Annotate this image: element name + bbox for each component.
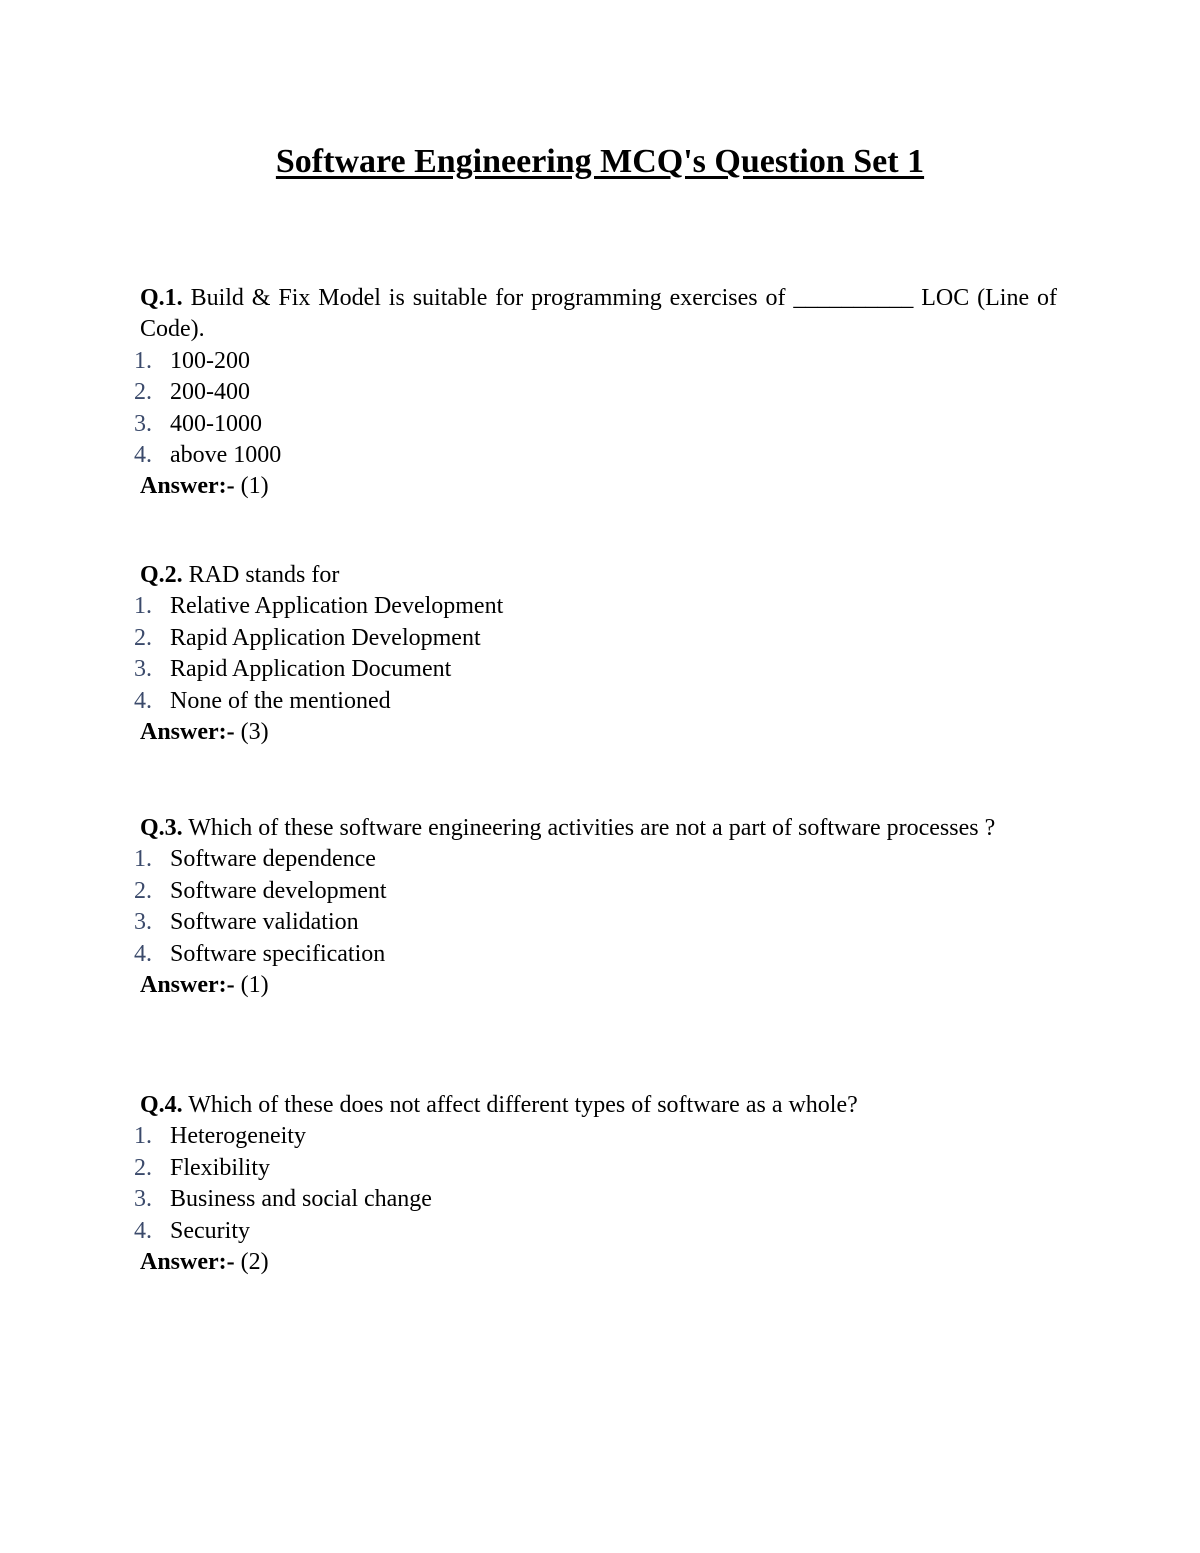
question-4 — [134, 1090, 1057, 1278]
option-text: above 1000 — [170, 442, 282, 469]
answer-value: (2) — [240, 1249, 269, 1276]
option-text: Software dependence — [170, 846, 376, 873]
option-text: 400-1000 — [170, 410, 262, 437]
option-number: 3. — [134, 410, 152, 437]
option-number: 3. — [134, 656, 152, 683]
option-number: 1. — [134, 347, 152, 374]
answer-line — [140, 1247, 1057, 1278]
option-item — [134, 346, 1057, 377]
page-title: Software Engineering MCQ's Question Set 1 — [275, 143, 925, 180]
answer-line — [140, 471, 1057, 502]
question-text: Which of these software engineering activities are not a part of software processes ? — [188, 815, 996, 841]
options-list — [134, 346, 1057, 472]
option-number: 4. — [134, 442, 152, 469]
option-text: 100-200 — [170, 347, 250, 374]
answer-value: (1) — [240, 473, 269, 500]
question-stem — [140, 813, 1057, 844]
question-3 — [134, 813, 1057, 1001]
answer-value: (3) — [240, 719, 269, 746]
option-item — [134, 654, 1057, 685]
option-text: Rapid Application Document — [170, 656, 452, 683]
option-number: 1. — [134, 1123, 152, 1150]
option-text: Security — [170, 1217, 250, 1244]
option-number: 1. — [134, 593, 152, 620]
options-list — [134, 591, 1057, 717]
option-item — [134, 440, 1057, 471]
question-number: Q.3. — [140, 815, 183, 841]
options-list — [134, 1121, 1057, 1247]
option-number: 4. — [134, 940, 152, 967]
answer-line — [140, 970, 1057, 1001]
option-item — [134, 409, 1057, 440]
option-item — [134, 876, 1057, 907]
option-text: Software specification — [170, 940, 386, 967]
option-text: Relative Application Development — [170, 593, 504, 620]
option-item — [134, 939, 1057, 970]
option-text: Software development — [170, 877, 387, 904]
answer-line — [140, 717, 1057, 748]
question-text: Build & Fix Model is suitable for programming exercises of __________ LOC (Line of Code). — [140, 285, 1058, 343]
question-number: Q.2. — [140, 562, 183, 588]
option-item — [134, 1184, 1057, 1215]
option-text: Heterogeneity — [170, 1123, 306, 1150]
option-text: Software validation — [170, 909, 359, 936]
option-number: 1. — [134, 846, 152, 873]
option-number: 4. — [134, 1217, 152, 1244]
option-text: None of the mentioned — [170, 687, 391, 714]
option-item — [134, 623, 1057, 654]
question-stem — [140, 560, 1057, 591]
option-number: 2. — [134, 877, 152, 904]
question-1 — [134, 283, 1058, 503]
option-text: Flexibility — [170, 1154, 271, 1181]
question-stem — [140, 1090, 1057, 1121]
option-item — [134, 377, 1057, 408]
option-number: 3. — [134, 1186, 152, 1213]
option-number: 2. — [134, 624, 152, 651]
option-number: 2. — [134, 379, 152, 406]
option-item — [134, 686, 1057, 717]
answer-label: Answer:- — [140, 473, 235, 500]
question-stem — [140, 283, 1057, 346]
option-number: 3. — [134, 909, 152, 936]
answer-label: Answer:- — [140, 972, 235, 999]
option-item — [134, 844, 1057, 875]
options-list — [134, 844, 1057, 970]
question-number: Q.1. — [140, 285, 183, 311]
option-text: Rapid Application Development — [170, 624, 481, 651]
option-number: 4. — [134, 687, 152, 714]
option-number: 2. — [134, 1154, 152, 1181]
answer-label: Answer:- — [140, 719, 235, 746]
question-text: Which of these does not affect different types of software as a whole? — [188, 1092, 858, 1118]
question-text: RAD stands for — [188, 562, 340, 588]
question-number: Q.4. — [140, 1092, 183, 1118]
option-item — [134, 1216, 1057, 1247]
option-item — [134, 1153, 1057, 1184]
option-text: Business and social change — [170, 1186, 432, 1213]
question-2 — [134, 560, 1057, 748]
answer-value: (1) — [240, 972, 269, 999]
answer-label: Answer:- — [140, 1249, 235, 1276]
option-item — [134, 1121, 1057, 1152]
option-item — [134, 591, 1057, 622]
option-text: 200-400 — [170, 379, 250, 406]
option-item — [134, 907, 1057, 938]
